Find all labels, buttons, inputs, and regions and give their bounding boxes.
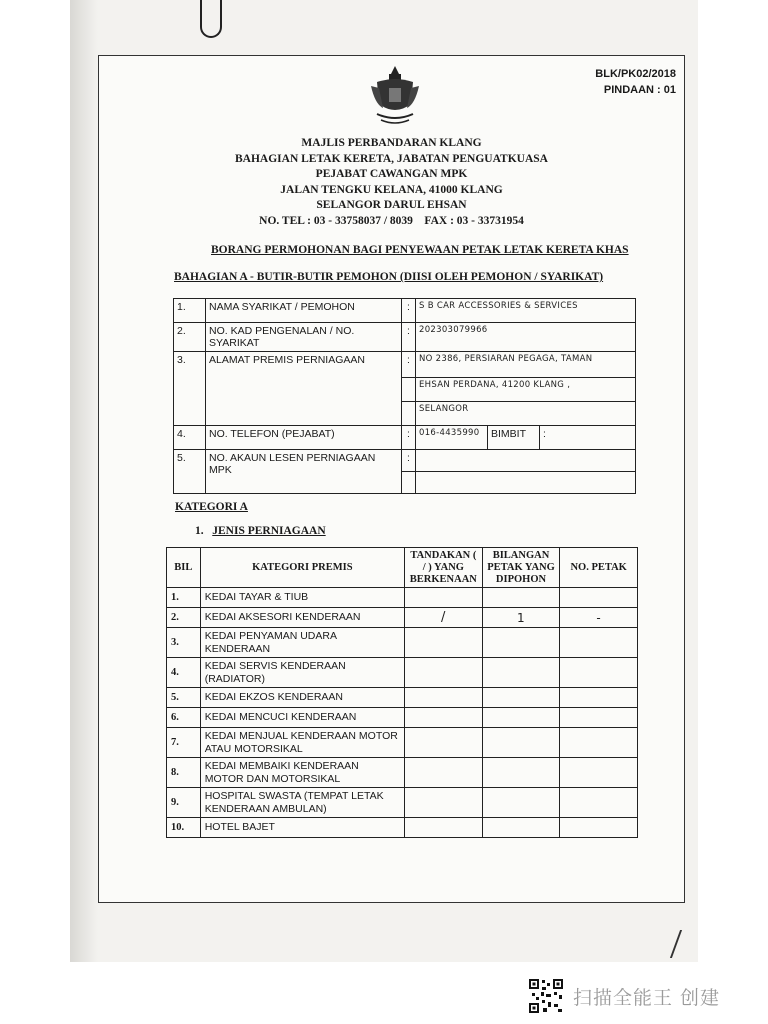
row-bil: 4. <box>167 658 201 688</box>
row-quantity-cell[interactable] <box>482 758 560 788</box>
row-quantity-cell[interactable] <box>482 708 560 728</box>
license-account-field[interactable] <box>416 450 636 472</box>
row-bil: 8. <box>167 758 201 788</box>
colon: : <box>402 323 416 352</box>
row-category: HOTEL BAJET <box>200 818 404 838</box>
table-row <box>167 818 638 838</box>
license-account-field-2[interactable] <box>416 472 636 494</box>
row-quantity-cell[interactable]: 1 <box>482 608 560 628</box>
row-number: 1. <box>174 299 206 323</box>
row-label: NO. KAD PENGENALAN / NO. SYARIKAT <box>206 323 402 352</box>
row-quantity-cell[interactable] <box>482 788 560 818</box>
row-quantity-cell[interactable] <box>482 628 560 658</box>
colon: : <box>402 299 416 323</box>
row-bil: 6. <box>167 708 201 728</box>
premises-category-table <box>166 547 638 838</box>
row-category: KEDAI AKSESORI KENDERAAN <box>200 608 404 628</box>
row-category: HOSPITAL SWASTA (TEMPAT LETAK KENDERAAN AMBULAN) <box>200 788 404 818</box>
address-line-1-field[interactable]: NO 2386, PERSIARAN PEGAGA, TAMAN <box>416 352 636 378</box>
colon: : <box>402 426 416 450</box>
row-lot-cell[interactable] <box>560 658 638 688</box>
header-line-3: PEJABAT CAWANGAN MPK <box>315 168 468 180</box>
row-lot-cell[interactable] <box>560 688 638 708</box>
office-phone-field[interactable]: 016-4435990 <box>416 426 488 450</box>
header-line-4: JALAN TENGKU KELANA, 41000 KLANG <box>280 183 503 196</box>
col-header-mark: TANDAKAN ( / ) YANG BERKENAAN <box>405 548 483 588</box>
row-category: KEDAI TAYAR & TIUB <box>200 588 404 608</box>
qr-code-icon <box>528 978 564 1014</box>
row-number: 5. <box>174 450 206 494</box>
row-mark-cell[interactable] <box>405 688 483 708</box>
colon-blank <box>402 472 416 494</box>
row-mark-cell[interactable]: / <box>405 608 483 628</box>
row-number: 3. <box>174 352 206 426</box>
row-lot-cell[interactable] <box>560 628 638 658</box>
col-header-quantity: BILANGAN PETAK YANG DIPOHON <box>482 548 560 588</box>
row-bil: 5. <box>167 688 201 708</box>
form-reference <box>595 66 676 98</box>
applicant-row <box>174 450 636 472</box>
col-header-lot-number: NO. PETAK <box>560 548 638 588</box>
table-header-row <box>167 548 638 588</box>
scan-shadow <box>70 0 98 962</box>
table-row <box>167 758 638 788</box>
row-number: 2. <box>174 323 206 352</box>
row-category: KEDAI PENYAMAN UDARA KENDERAAN <box>200 628 404 658</box>
registration-number-field[interactable]: 202303079966 <box>416 323 636 352</box>
header-line-2: BAHAGIAN LETAK KERETA, JABATAN PENGUATKUASA <box>235 152 548 165</box>
row-lot-cell[interactable] <box>560 588 638 608</box>
row-mark-cell[interactable] <box>405 658 483 688</box>
form-title: BORANG PERMOHONAN BAGI PENYEWAAN PETAK LETAK KERETA KHAS <box>211 244 629 256</box>
row-mark-cell[interactable] <box>405 588 483 608</box>
row-lot-cell[interactable] <box>560 758 638 788</box>
applicant-row <box>174 352 636 378</box>
applicant-details-table <box>173 298 636 494</box>
business-type-number: 1. <box>195 525 204 537</box>
company-name-field[interactable]: S B CAR ACCESSORIES & SERVICES <box>416 299 636 323</box>
row-label: NO. AKAUN LESEN PERNIAGAAN MPK <box>206 450 402 494</box>
table-row <box>167 708 638 728</box>
row-category: KEDAI MENJUAL KENDERAAN MOTOR ATAU MOTORSIKAL <box>200 728 404 758</box>
row-label: NO. TELEFON (PEJABAT) <box>206 426 402 450</box>
row-quantity-cell[interactable] <box>482 658 560 688</box>
row-category: KEDAI MEMBAIKI KENDERAAN MOTOR DAN MOTORSIKAL <box>200 758 404 788</box>
table-row <box>167 628 638 658</box>
row-lot-cell[interactable] <box>560 818 638 838</box>
row-bil: 1. <box>167 588 201 608</box>
mobile-phone-field[interactable] <box>540 426 636 450</box>
row-label: ALAMAT PREMIS PERNIAGAAN <box>206 352 402 426</box>
mobile-label: BIMBIT <box>488 426 540 450</box>
applicant-row <box>174 426 636 450</box>
section-a-title: BAHAGIAN A - BUTIR-BUTIR PEMOHON (DIISI OLEH PEMOHON / SYARIKAT) <box>174 271 604 283</box>
row-lot-cell[interactable] <box>560 708 638 728</box>
row-number: 4. <box>174 426 206 450</box>
table-row <box>167 658 638 688</box>
row-category: KEDAI MENCUCI KENDERAAN <box>200 708 404 728</box>
colon-blank <box>402 378 416 402</box>
table-row <box>167 728 638 758</box>
row-label: NAMA SYARIKAT / PEMOHON <box>206 299 402 323</box>
row-mark-cell[interactable] <box>405 708 483 728</box>
row-category: KEDAI SERVIS KENDERAAN (RADIATOR) <box>200 658 404 688</box>
row-quantity-cell[interactable] <box>482 818 560 838</box>
row-quantity-cell[interactable] <box>482 688 560 708</box>
header-line-5: SELANGOR DARUL EHSAN <box>316 199 467 211</box>
row-category: KEDAI EKZOS KENDERAAN <box>200 688 404 708</box>
table-row <box>167 788 638 818</box>
paper-clip <box>200 0 222 38</box>
business-type-title: JENIS PERNIAGAAN <box>212 525 326 537</box>
row-bil: 2. <box>167 608 201 628</box>
row-mark-cell[interactable] <box>405 758 483 788</box>
scanner-watermark: 扫描全能王 创建 <box>573 987 721 1009</box>
row-mark-cell[interactable] <box>405 728 483 758</box>
row-mark-cell[interactable] <box>405 818 483 838</box>
colon: : <box>543 428 546 440</box>
colon: : <box>402 352 416 378</box>
row-quantity-cell[interactable] <box>482 588 560 608</box>
header-line-6: NO. TEL : 03 - 33758037 / 8039 FAX : 03 - 33731954 <box>259 214 524 227</box>
applicant-row <box>174 299 636 323</box>
table-row <box>167 588 638 608</box>
ref-code: BLK/PK02/2018 <box>595 68 676 80</box>
row-lot-cell[interactable] <box>560 788 638 818</box>
row-bil: 10. <box>167 818 201 838</box>
row-bil: 3. <box>167 628 201 658</box>
applicant-row <box>174 323 636 352</box>
category-heading: KATEGORI A <box>175 501 248 513</box>
address-line-3-field[interactable]: SELANGOR <box>416 402 636 426</box>
row-quantity-cell[interactable] <box>482 728 560 758</box>
council-header <box>99 136 684 229</box>
col-header-bil: BIL <box>167 548 201 588</box>
colon: : <box>402 450 416 472</box>
address-line-2-field[interactable]: EHSAN PERDANA, 41200 KLANG , <box>416 378 636 402</box>
row-lot-cell[interactable] <box>560 728 638 758</box>
row-mark-cell[interactable] <box>405 788 483 818</box>
header-line-1: MAJLIS PERBANDARAN KLANG <box>301 137 482 149</box>
col-header-category: KATEGORI PREMIS <box>200 548 404 588</box>
table-row <box>167 608 638 628</box>
row-bil: 7. <box>167 728 201 758</box>
table-row <box>167 688 638 708</box>
business-type-heading <box>195 525 326 537</box>
revision-number: PINDAAN : 01 <box>603 84 676 96</box>
row-lot-cell[interactable]: - <box>560 608 638 628</box>
form-page <box>98 55 685 903</box>
colon-blank <box>402 402 416 426</box>
row-bil: 9. <box>167 788 201 818</box>
row-mark-cell[interactable] <box>405 628 483 658</box>
coat-of-arms-logo <box>367 64 423 136</box>
